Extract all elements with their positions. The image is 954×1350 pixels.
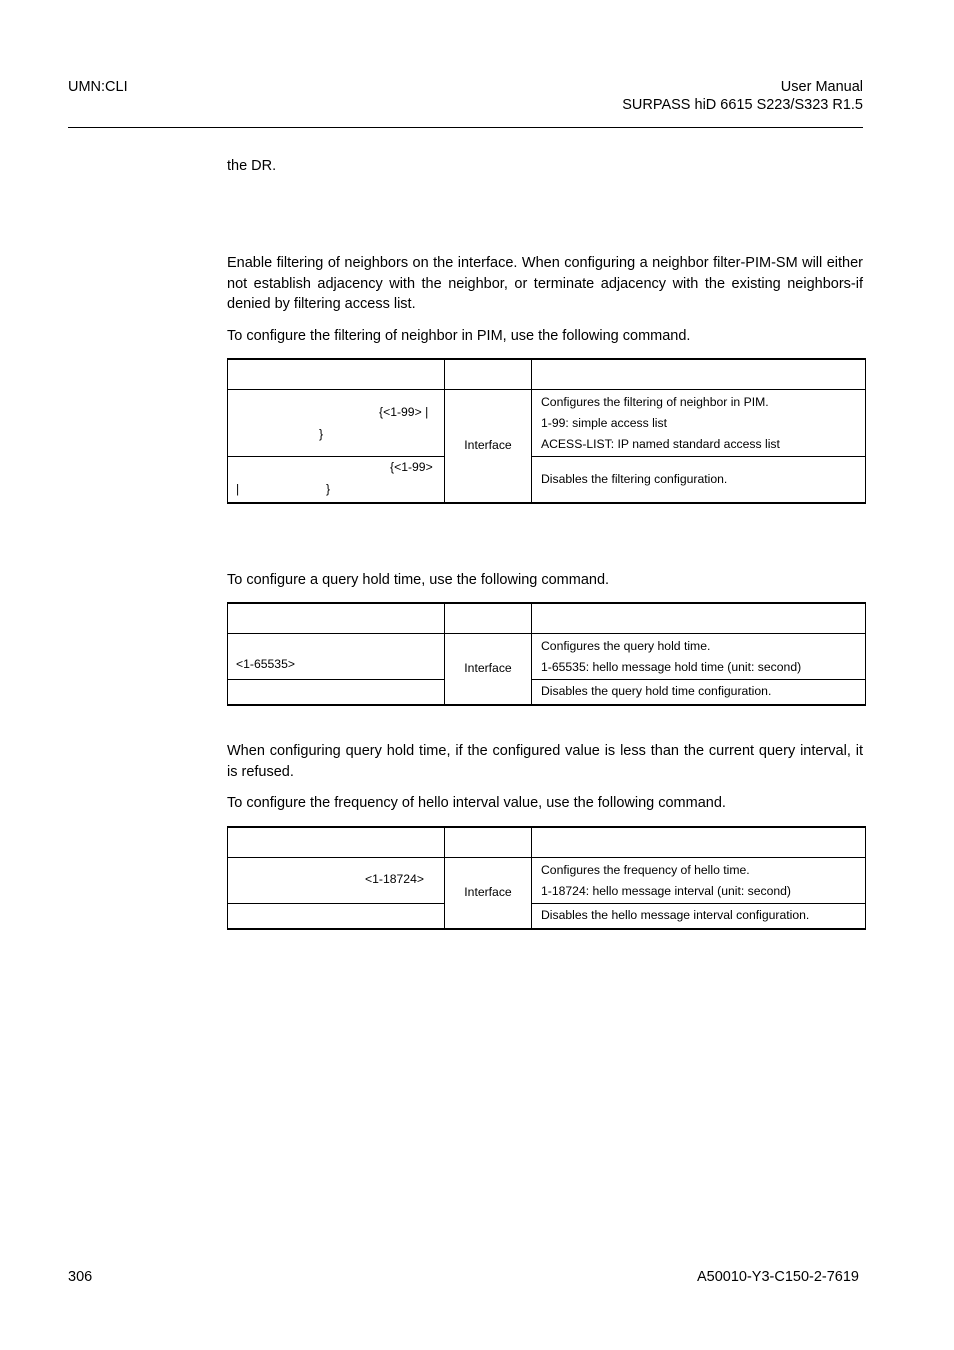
description-line: 1-65535: hello message hold time (unit: second) <box>541 659 802 674</box>
paragraph-neighbor-filter: Enable filtering of neighbors on the interface. When configuring a neighbor filter-PIM-SM will either not establish adjacency with the neighbor, or terminate adjacency with the existing neighbors-if denied by filtering access list. <box>227 255 863 312</box>
description-line: Disables the query hold time configuration. <box>532 680 866 705</box>
header-product: SURPASS hiD 6615 S223/S323 R1.5 <box>622 97 863 113</box>
paragraph-query-hold: To configure a query hold time, use the following command. <box>227 572 610 588</box>
command-mode: Interface <box>445 390 532 503</box>
table-row <box>228 680 866 705</box>
description-line: 1-18724: hello message interval (unit: second) <box>541 883 791 898</box>
command-param: {<1-99> | <box>379 405 429 419</box>
continuation-text: the DR. <box>227 158 277 174</box>
command-mode: Interface <box>445 858 532 929</box>
description-line: 1-99: simple access list <box>541 415 667 430</box>
description-line: Disables the hello message interval configuration. <box>532 904 866 929</box>
table-header-row <box>228 827 866 858</box>
description-line: Configures the filtering of neighbor in PIM. <box>541 394 769 409</box>
document-id: A50010-Y3-C150-2-7619 <box>696 1269 859 1285</box>
header-title: User Manual <box>780 79 863 95</box>
table-row <box>228 858 866 904</box>
header-rule <box>68 127 863 128</box>
hello-interval-command-table <box>227 826 866 930</box>
description-line: Configures the frequency of hello time. <box>541 862 750 877</box>
table-row <box>228 634 866 680</box>
header-left: UMN:CLI <box>68 79 128 95</box>
description-line: Configures the query hold time. <box>541 638 711 653</box>
command-param: <1-65535> <box>236 657 295 671</box>
command-mode: Interface <box>445 634 532 705</box>
command-param: <1-18724> <box>365 872 424 886</box>
table-row <box>228 457 866 503</box>
paragraph-hold-note: When configuring query hold time, if the configured value is less than the current query interval, it is refused. <box>227 743 863 780</box>
table-row <box>228 390 866 457</box>
command-param: {<1-99> <box>390 460 433 474</box>
table-header-row <box>228 359 866 390</box>
paragraph-hello-interval: To configure the frequency of hello interval value, use the following command. <box>227 795 726 811</box>
page-number: 306 <box>68 1269 93 1285</box>
command-param: } <box>319 427 324 441</box>
paragraph-configure-filter: To configure the filtering of neighbor in PIM, use the following command. <box>227 328 691 344</box>
table-row <box>228 904 866 929</box>
description-line: Disables the filtering configuration. <box>532 457 866 503</box>
description-line: ACESS-LIST: IP named standard access list <box>541 436 780 451</box>
command-param: } <box>326 482 331 496</box>
command-param: | <box>236 482 240 496</box>
query-hold-command-table <box>227 602 866 706</box>
table-header-row <box>228 603 866 634</box>
neighbor-filter-command-table <box>227 358 866 504</box>
